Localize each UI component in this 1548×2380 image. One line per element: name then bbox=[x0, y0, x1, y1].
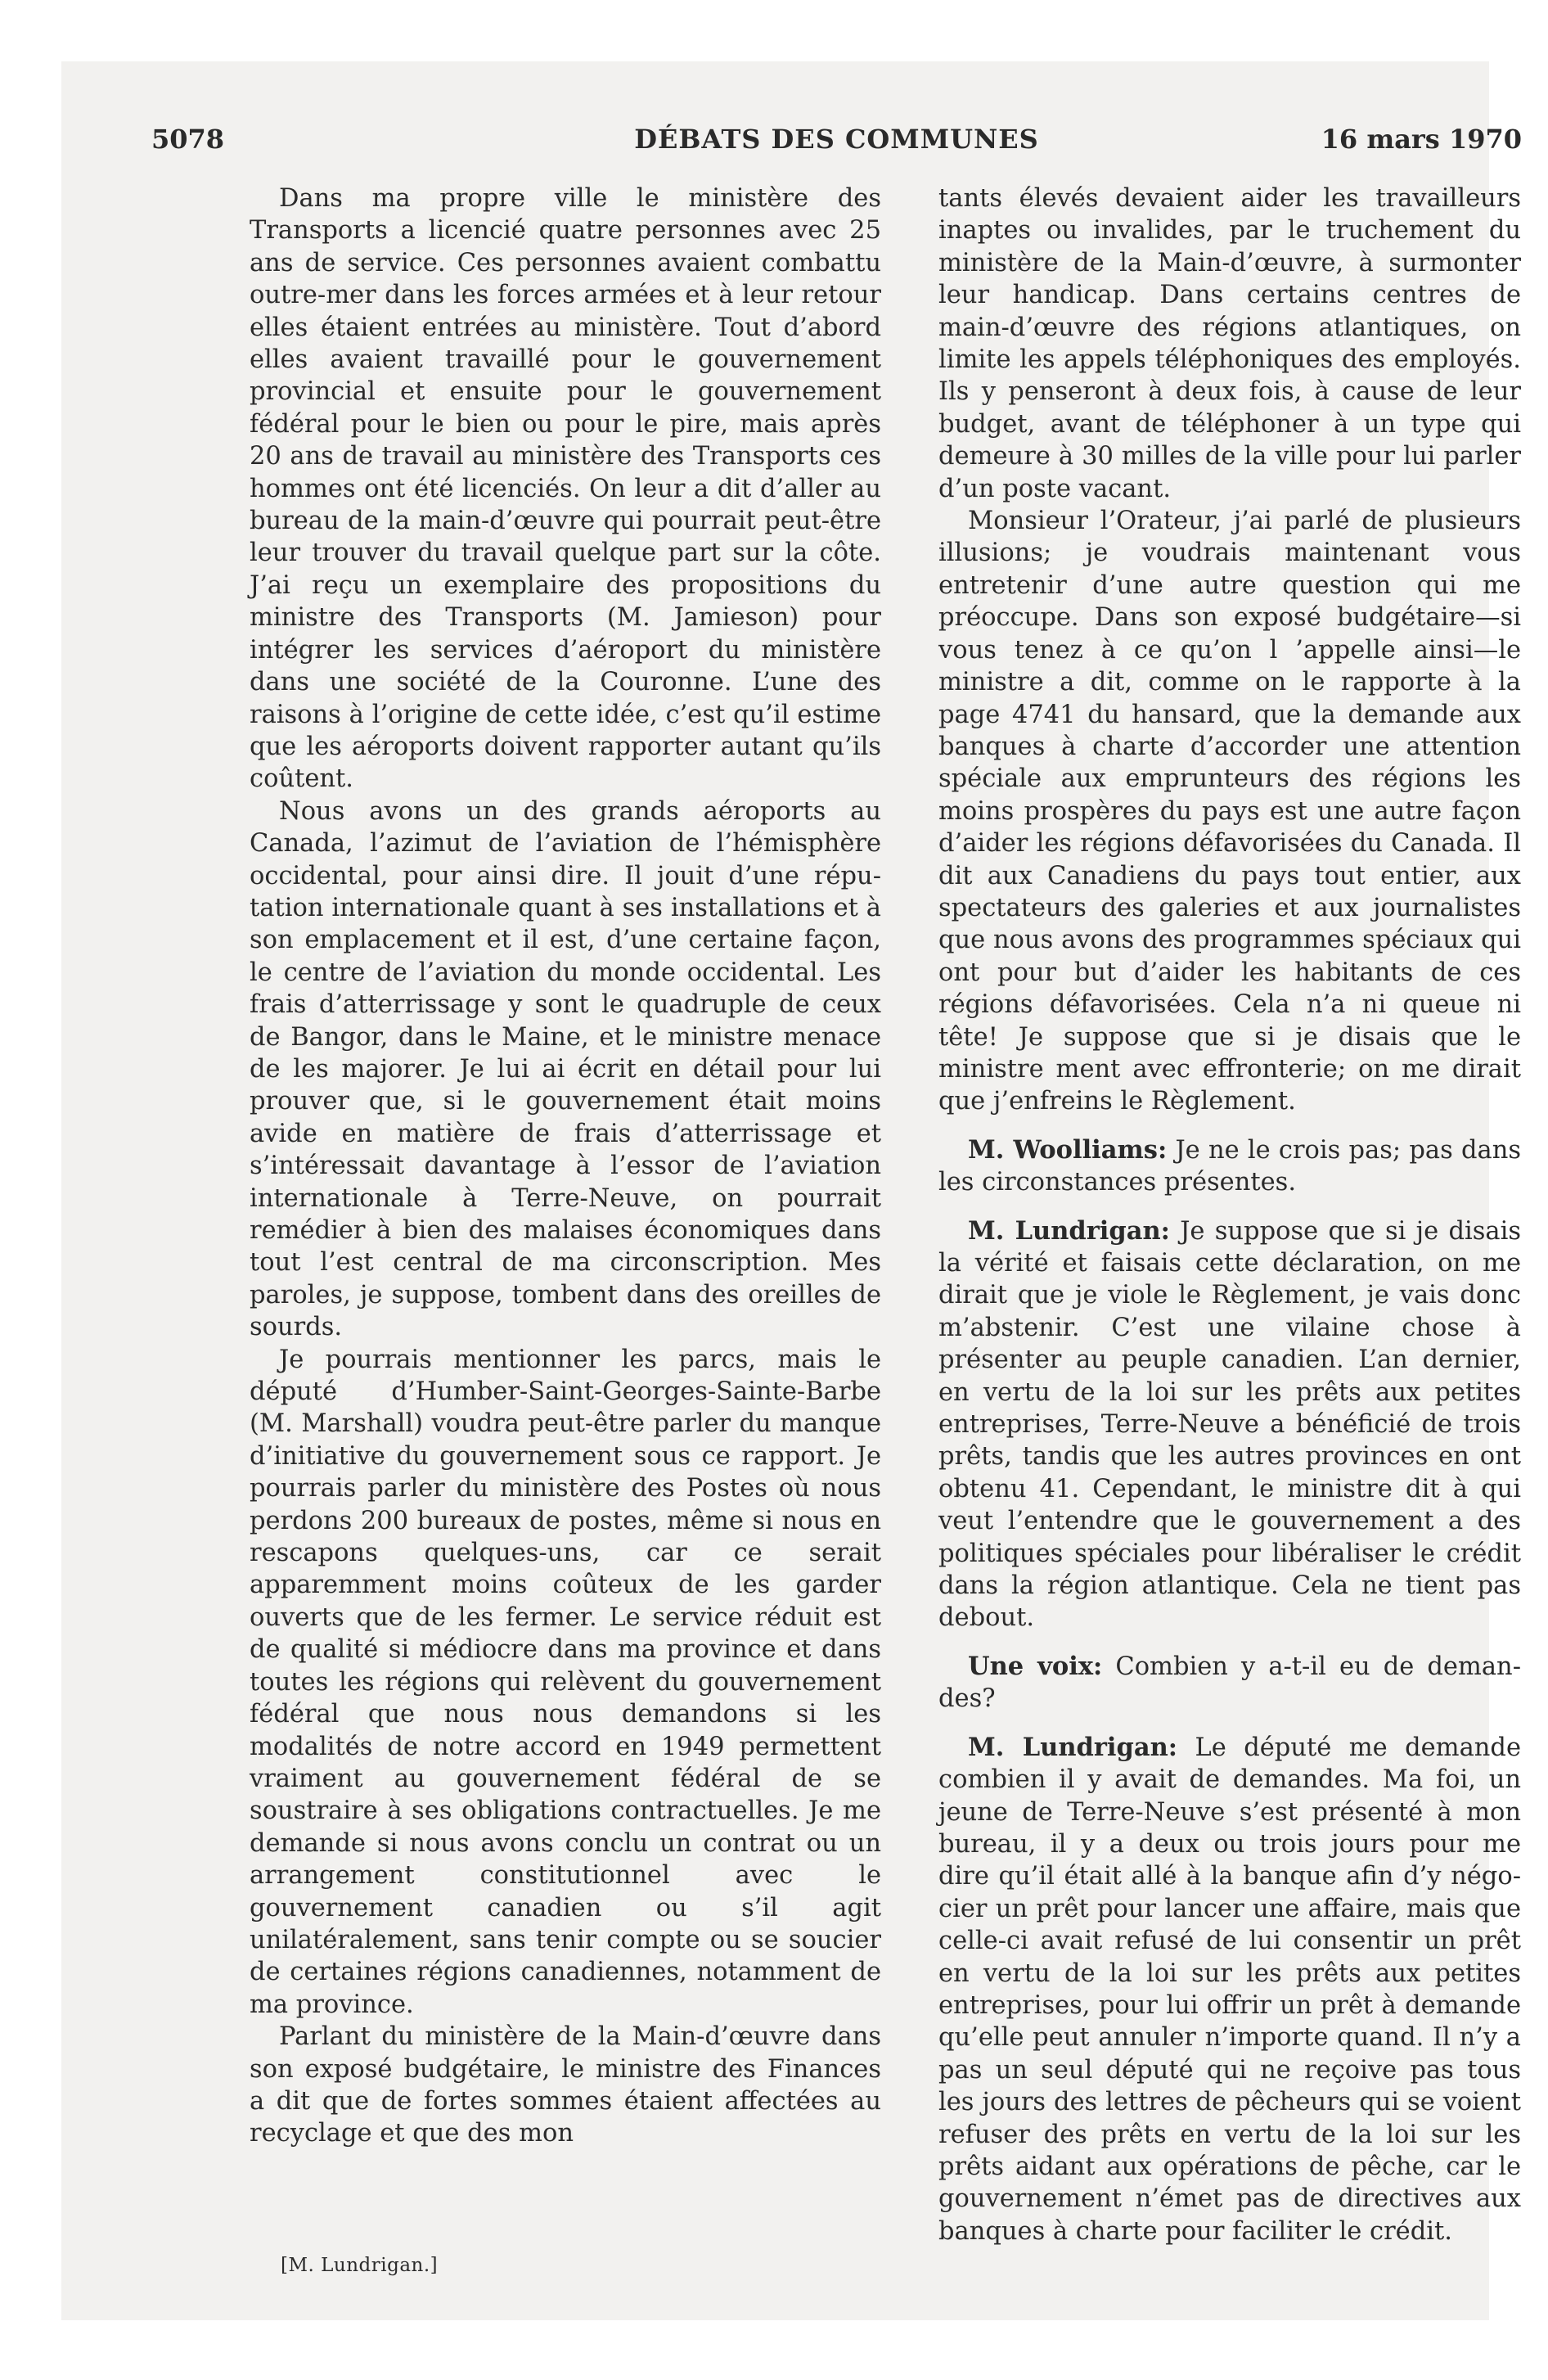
left-column bbox=[250, 183, 881, 2150]
page-header bbox=[151, 124, 1522, 156]
paragraph: Je pourrais mentionner les parcs, mais le député d’Humber-Saint-Georges-Sainte-Barbe (M. Marshall) voudra peut-être parler du manque d’initiative du gouvernement sous ce rapport. Je pourrais parler du ministère des Postes où nous perdons 200 bureaux de postes, même si nous en rescapons quelques-uns, car ce serait apparemment moins coûteux de les garder ouverts que de les fermer. Le service réduit est de qualité si médiocre dans ma province et dans toutes les régions qui relèvent du gouvernement fédéral que nous nous demandons si les modalités de notre accord en 1949 permettent vraiment au gouvernement fédéral de se soustraire à ses obligations contractuelles. Je me demande si nous avons conclu un contrat ou un arrangement constitutionnel avec le gouvernement canadien ou s’il agit unilatéralement, sans tenir compte ou se soucier de certaines régions canadiennes, notamment de ma province. bbox=[250, 1345, 881, 2019]
speech-text: Le député me demande combien il y avait de demandes. Ma foi, un jeune de Terre-Neuve s’est présenté à mon bureau, il y a deux ou trois jours pour me dire qu’il était allé à la banque afin d’y négocier un prêt pour lancer une affaire, mais que celle-ci avait refusé de lui consentir un prêt en vertu de la loi sur les prêts aux petites entreprises, pour lui offrir un prêt à demande qu’elle peut annuler n’importe quand. Il n’y a pas un seul député qui ne reçoive pas tous les jours des lettres de pêcheurs qui se voient refuser des prêts en vertu de la loi sur les prêts aidant aux opérations de pêche, car le gouvernement n’émet pas de directives aux banques à charte pour faciliter le crédit. bbox=[938, 1733, 1521, 2246]
right-column bbox=[938, 183, 1521, 2247]
paragraph: tants élevés devaient aider les travailleurs inaptes ou invalides, par le truchement du ministère de la Main-d’œuvre, à surmonter leur handicap. Dans certains centres de main-d’œuvre des régions atlantiques, on limite les appels téléphoniques des employés. Ils y penseront à deux fois, à cause de leur budget, avant de téléphoner à un type qui demeure à 30 milles de la ville pour lui parler d’un poste vacant. bbox=[938, 184, 1521, 503]
paragraph: Nous avons un des grands aéroports au Canada, l’azimut de l’aviation de l’hémisphère occidental, pour ainsi dire. Il jouit d’une réputation internationale quant à ses installations et à son emplacement et il est, d’une certaine façon, le centre de l’aviation du monde occidental. Les frais d’atterrissage y sont le quadruple de ceux de Bangor, dans le Maine, et le ministre menace de les majorer. Je lui ai écrit en détail pour lui prouver que, si le gouvernement était moins avide en matière de frais d’atterrissage et s’intéressait davantage à l’essor de l’aviation internationale à Terre-Neuve, on pourrait remédier à bien des malaises économiques dans tout l’est central de ma circonscription. Mes paroles, je suppose, tombent dans des oreilles de sourds. bbox=[250, 796, 881, 1342]
speaker-name: M. Lundrigan: bbox=[968, 1215, 1170, 1246]
speech-paragraph bbox=[938, 1651, 1521, 1715]
speech-text: Je ne le crois pas; pas dans les circonstances présentes. bbox=[938, 1135, 1521, 1197]
paragraph: Dans ma propre ville le ministère des Transports a licencié quatre personnes avec 25 ans de service. Ces personnes avaient combattu outre-mer dans les forces armées et à leur retour elles étaient entrées au ministère. Tout d’abord elles avaient travaillé pour le gouvernement provincial et ensuite pour le gouvernement fédéral pour le bien ou pour le pire, mais après 20 ans de travail au ministère des Transports ces hommes ont été licenciés. On leur a dit d’aller au bureau de la main-d’œuvre qui pourrait peut-être leur trouver du travail quelque part sur la côte. J’ai reçu un exemplaire des propositions du ministre des Transports (M. Jamieson) pour intégrer les services d’aéroport du ministère dans une société de la Couronne. L’une des raisons à l’origine de cette idée, c’est qu’il estime que les aéroports doivent rapporter autant qu’ils coûtent. bbox=[250, 184, 881, 794]
speech-text: Je suppose que si je disais la vérité et faisais cette déclaration, on me dirait que je viole le Règlement, je vais donc m’abstenir. C’est une vilaine chose à présenter au peuple canadien. L’an dernier, en vertu de la loi sur les prêts aux petites entreprises, Terre-Neuve a bénéficié de trois prêts, tandis que les autres provinces en ont obtenu 41. Cependant, le ministre dit à qui veut l’entendre que le gouvernement a des politiques spéciales pour libéraliser le crédit dans la région atlantique. Cela ne tient pas debout. bbox=[938, 1216, 1521, 1633]
page-number: 5078 bbox=[151, 124, 225, 155]
speaker-name: Une voix: bbox=[968, 1651, 1103, 1681]
speech-text: Combien y a-t-il eu de demandes? bbox=[938, 1652, 1521, 1714]
publication-title: DÉBATS DES COMMUNES bbox=[634, 124, 1039, 155]
page-date: 16 mars 1970 bbox=[1321, 124, 1522, 155]
speech-paragraph bbox=[938, 1732, 1521, 2248]
speaker-name: M. Lundrigan: bbox=[968, 1732, 1178, 1762]
speech-paragraph bbox=[938, 1215, 1521, 1634]
paragraph: Monsieur l’Orateur, j’ai parlé de plusieurs illusions; je voudrais maintenant vous entretenir d’une autre question qui me préoccupe. Dans son exposé budgétaire—si vous tenez à ce qu’on l ’appelle ainsi—le ministre a dit, comme on le rapporte à la page 4741 du hansard, que la demande aux banques à charte d’accorder une attention spéciale aux emprunteurs des régions les moins prospères du pays est une autre façon d’aider les régions défavorisées du Canada. Il dit aux Canadiens du pays tout entier, aux spectateurs des galeries et aux journalistes que nous avons des programmes spéciaux qui ont pour but d’aider les habitants de ces régions défavorisées. Cela n’a ni queue ni tête! Je suppose que si je disais que le ministre ment avec effronterie; on me dirait que j’enfreins le Règlement. bbox=[938, 507, 1521, 1116]
speech-paragraph bbox=[938, 1134, 1521, 1199]
paragraph: Parlant du ministère de la Main-d’œuvre dans son exposé budgétaire, le ministre des Finances a dit que de fortes sommes étaient affectées au recyclage et que des mon bbox=[250, 2022, 881, 2148]
speaker-attribution: [M. Lundrigan.] bbox=[281, 2255, 439, 2276]
page-sheet bbox=[61, 61, 1522, 2320]
speaker-name: M. Woolliams: bbox=[968, 1134, 1168, 1165]
